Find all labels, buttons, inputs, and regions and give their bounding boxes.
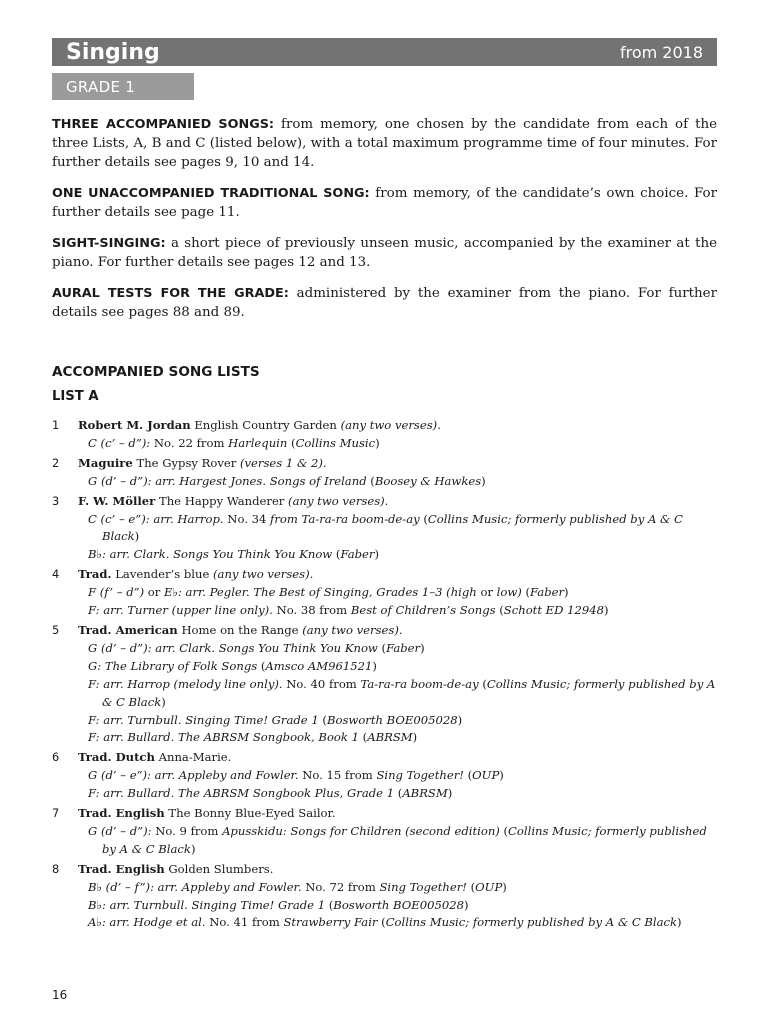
song-title: Home on the Range	[181, 622, 299, 637]
song-entry	[52, 749, 717, 803]
edition-line: C (c’ – d”): No. 22 from Harlequin (Collins Music)	[88, 435, 380, 450]
song-note: (any two verses).	[302, 622, 403, 637]
song-title-line	[78, 861, 717, 879]
requirement-paragraph: SIGHT-SINGING: a short piece of previously unseen music, accompanied by the examiner at the piano. For further details see pages 12 and 13.	[52, 236, 717, 270]
song-title: The Bonny Blue-Eyed Sailor.	[168, 806, 336, 821]
edition-line: B♭ (d’ – f”): arr. Appleby and Fowler. No. 72 from Sing Together! (OUP)	[88, 879, 507, 894]
list-a-heading: LIST A	[52, 389, 99, 404]
composer: Trad. Dutch	[78, 750, 155, 765]
edition-line: F: arr. Bullard. The ABRSM Songbook Plus, Grade 1 (ABRSM)	[88, 786, 453, 801]
edition-line: F: arr. Turner (upper line only). No. 38 from Best of Children’s Songs (Schott ED 12948)	[88, 603, 609, 618]
edition-line: G (d’ – e”): arr. Appleby and Fowler. No. 15 from Sing Together! (OUP)	[88, 768, 504, 783]
song-title: Golden Slumbers.	[168, 861, 274, 876]
song-title: The Happy Wanderer	[158, 493, 285, 508]
song-title-line	[78, 749, 717, 767]
song-title: Lavender’s blue	[115, 567, 210, 582]
song-entry	[52, 493, 717, 565]
edition-line: A♭: arr. Hodge et al. No. 41 from Strawberry Fair (Collins Music; formerly published by A & C Black)	[88, 915, 682, 930]
song-number: 6	[52, 750, 60, 765]
song-number: 8	[52, 861, 60, 876]
song-note: (any two verses).	[213, 567, 314, 582]
song-title: Anna-Marie.	[158, 750, 232, 765]
song-number: 1	[52, 418, 60, 432]
requirement-paragraph: AURAL TESTS FOR THE GRADE: administered by the examiner from the piano. For further details see pages 88 and 89.	[52, 286, 717, 320]
composer: Robert M. Jordan	[78, 418, 191, 432]
song-number: 4	[52, 567, 60, 582]
song-entry	[52, 417, 717, 453]
grade-label: GRADE 1	[52, 73, 194, 100]
song-entry	[52, 455, 717, 491]
composer: Trad. American	[78, 622, 178, 637]
song-note: (verses 1 & 2).	[239, 455, 327, 470]
composer: Trad.	[78, 567, 112, 582]
song-entry	[52, 566, 717, 620]
composer: F. W. Möller	[78, 493, 156, 508]
composer: Maguire	[78, 455, 133, 470]
edition-line: G (d’ – d”): arr. Hargest Jones. Songs of Ireland (Boosey & Hawkes)	[88, 473, 486, 488]
edition-line: F: arr. Turnbull. Singing Time! Grade 1 (Bosworth BOE005028)	[88, 712, 463, 727]
song-number: 7	[52, 806, 60, 821]
composer: Trad. English	[78, 861, 165, 876]
song-entry	[52, 805, 717, 859]
edition-line: F (f’ – d”) or E♭: arr. Pegler. The Best of Singing, Grades 1–3 (high or low) (Faber)	[88, 585, 569, 600]
song-note: (any two verses).	[340, 418, 441, 432]
edition-line: B♭: arr. Clark. Songs You Think You Know (Faber)	[88, 547, 379, 562]
song-number: 2	[52, 455, 60, 470]
song-title-line	[78, 455, 717, 473]
requirement-paragraph: ONE UNACCOMPANIED TRADITIONAL SONG: from memory, of the candidate’s own choice. For further details see page 11.	[52, 186, 717, 220]
song-title: English Country Garden	[194, 418, 337, 432]
song-entry	[52, 622, 717, 747]
edition-line: G: The Library of Folk Songs (Amsco AM961521)	[88, 658, 377, 673]
song-title-line	[78, 493, 717, 511]
edition-line: G (d’ – d”): No. 9 from Apusskidu: Songs for Children (second edition) (Collins Music; formerly published by A & C Black)	[88, 823, 707, 856]
song-title: The Gypsy Rover	[136, 455, 237, 470]
song-title-line	[78, 417, 717, 435]
song-entry	[52, 861, 717, 933]
edition-line: C (c’ – e”): arr. Harrop. No. 34 from Ta-ra-ra boom-de-ay (Collins Music; formerly published by A & C Black)	[88, 511, 683, 544]
exam-requirements	[52, 115, 717, 334]
section-title: Singing	[66, 39, 160, 65]
song-lists-heading: ACCOMPANIED SONG LISTS	[52, 364, 260, 380]
song-number: 3	[52, 493, 60, 508]
requirement-paragraph: THREE ACCOMPANIED SONGS: from memory, one chosen by the candidate from each of the three Lists, A, B and C (listed below), with a total maximum programme time of four minutes. For further details see pages 9, 10 and 14.	[52, 117, 717, 170]
song-note: (any two verses).	[288, 493, 389, 508]
edition-line: G (d’ – d”): arr. Clark. Songs You Think You Know (Faber)	[88, 640, 425, 655]
edition-line: B♭: arr. Turnbull. Singing Time! Grade 1 (Bosworth BOE005028)	[88, 897, 469, 912]
edition-line: F: arr. Harrop (melody line only). No. 40 from Ta-ra-ra boom-de-ay (Collins Music; formerly published by A & C Black)	[88, 676, 716, 709]
song-list	[52, 417, 717, 934]
syllabus-year: from 2018	[619, 42, 703, 62]
song-title-line	[78, 805, 717, 823]
song-title-line	[78, 566, 717, 584]
edition-line: F: arr. Bullard. The ABRSM Songbook, Book 1 (ABRSM)	[88, 730, 418, 745]
section-header-bar	[52, 38, 717, 66]
page-number: 16	[52, 988, 68, 1002]
composer: Trad. English	[78, 806, 165, 821]
song-title-line	[78, 622, 717, 640]
song-number: 5	[52, 622, 60, 637]
